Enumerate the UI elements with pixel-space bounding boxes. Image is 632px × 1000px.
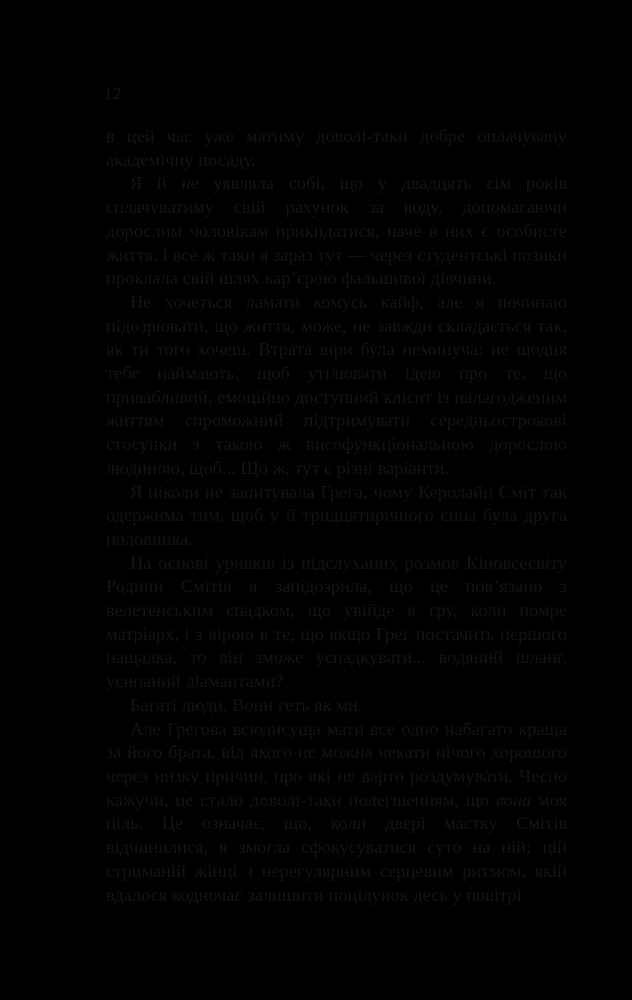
paragraph bbox=[106, 694, 567, 718]
paragraph bbox=[106, 125, 567, 172]
page-number: 12 bbox=[104, 84, 122, 103]
paragraph bbox=[106, 552, 567, 694]
paragraph-text: На основі уривків із підслуханих розмов Кіновсесвіту Родини Смітів я запідозрила, що це пов’язано з велетенським спадком, що увійде в гру, коли помре матріарх, і з вірою в те, що якщо Грег постачить першого нащадка, то він зможе успадкувати... водяний шланг, усипаний діамантами? bbox=[106, 552, 567, 692]
paragraph bbox=[106, 481, 567, 552]
paragraph-text: моя ціль. Це означає, що, коли двері маєтку Смітів відчинилися, я змогла сфокусуватися суто на ній: цій стриманій жінці з нерегулярним серцевим ритмом, якій вдалося водночас залишити поцілунок десь у повітрі bbox=[106, 789, 567, 905]
italic-text: вона bbox=[495, 789, 532, 810]
paragraph bbox=[106, 718, 567, 908]
paragraph-text: Багаті люди. Вони геть як ми. bbox=[130, 694, 363, 715]
paragraph bbox=[106, 172, 567, 291]
paragraph-text: уявляла собі, що у двадцять сім років сплачуватиму свій рахунок за воду, допомагаючи дорослим чоловікам прикидатися, наче в них є особисте життя. І все ж таки я зараз тут — через студентські позики проклала свій шлях кар’єрою фальшивої дівчини. bbox=[106, 173, 568, 289]
paragraph-text: Не хочеться ламати комусь кайф, але я починаю підозрювати, що життя, може, не завжди складається так, як ти того хочеш. Втрата віри була неминуча: не щодня тебе наймають, щоб утілювати ідею про те, що привабливий, емоційно доступний клієнт із налагодженим життям спроможний підтримувати середньострокові стосунки з такою ж висофункціональною дорослою людиною, щоб... Що ж, тут є різні варіанти. bbox=[106, 291, 567, 478]
paragraph-text: Я ніколи не запитувала Грега, чому Керолайн Сміт так одержима тим, щоб у її тридцятирічного сина була друга половинка. bbox=[106, 481, 567, 549]
paragraph bbox=[106, 291, 567, 481]
paragraph-text: Але Грегова всюдисуща мати все одно набагато краща за його брата, від якого не можна чекати нічого хорошого через низку причин, про які не варто роздумувати. Чесно кажучи, це стало доволі-таки полегшенням, що bbox=[106, 718, 567, 810]
paragraph-text: Я й bbox=[130, 173, 182, 194]
italic-text: не bbox=[181, 173, 199, 194]
body-text bbox=[106, 125, 567, 907]
paragraph-text: в цей час уже матиму доволі-таки добре оплачувану академічну посаду. bbox=[106, 126, 567, 170]
